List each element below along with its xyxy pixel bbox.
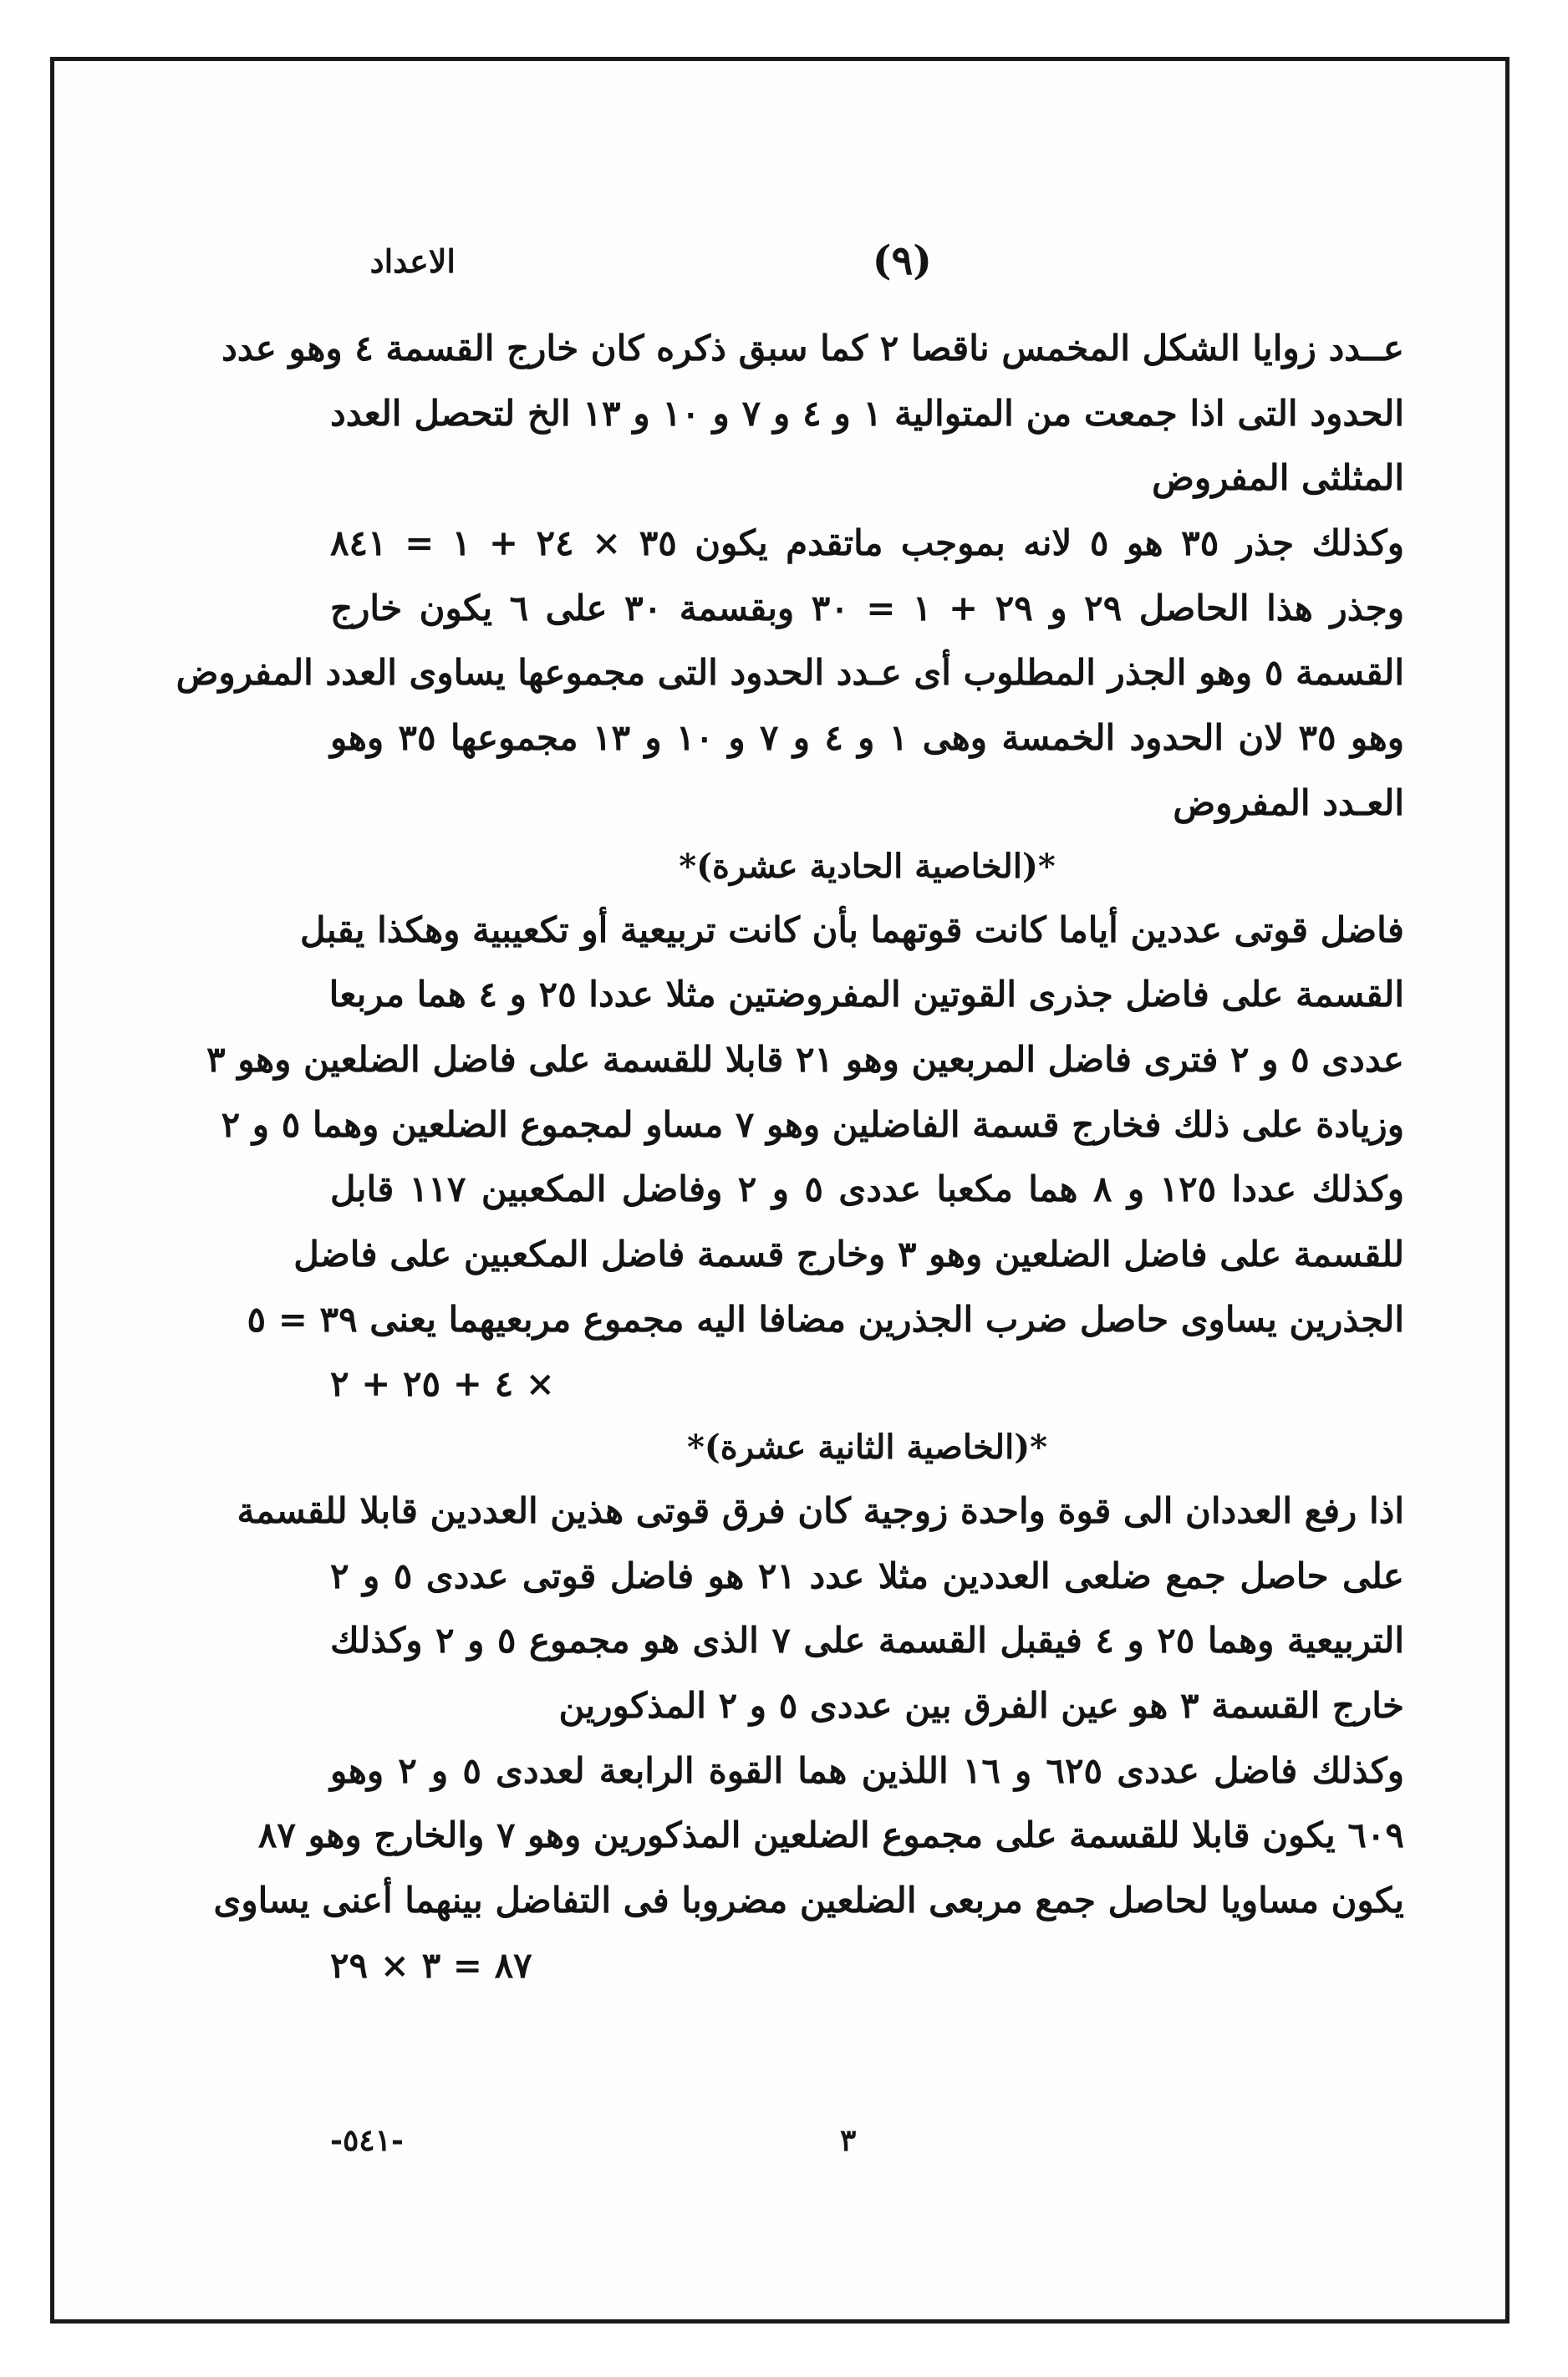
page-header [330, 237, 1404, 309]
paragraph-1 [221, 316, 1405, 511]
text-line: وجذر هذا الحاصل ٢٩ و ٢٩ + ١ = ٣٠ وبقسمة ٣٠ على ٦ يكون خارج [330, 587, 1405, 629]
text-line: القسمة ٥ وهو الجذر المطلوب أى عـدد الحدود التى مجموعها يساوى العدد المفروض [176, 652, 1404, 694]
document-page [176, 237, 1405, 2173]
text-line: عددى ٥ و ٢ فترى فاضل المربعين وهو ٢١ قابلا للقسمة على فاضل الضلعين وهو ٣ [206, 1038, 1404, 1080]
text-line: عــدد زوايا الشكل المخمس ناقصا ٢ كما سبق ذكره كان خارج القسمة ٤ وهو عدد [221, 328, 1404, 369]
text-line: خارج القسمة ٣ هو عين الفرق بين عددى ٥ و ٢ المذكورين [558, 1685, 1404, 1727]
section-heading-11: *(الخاصية الحادية عشرة)* [679, 846, 1056, 886]
text-line: المثلثى المفروض [1152, 457, 1404, 499]
running-title: الاعداد [369, 242, 456, 280]
text-line: وكذلك فاضل عددى ٦٢٥ و ١٦ اللذين هما القوة الرابعة لعددى ٥ و ٢ وهو [330, 1749, 1404, 1791]
text-line: على حاصل جمع ضلعى العددين مثلا عدد ٢١ هو فاضل قوتى عددى ٥ و ٢ [330, 1555, 1404, 1596]
text-line: للقسمة على فاضل الضلعين وهو ٣ وخارج قسمة فاضل المكعبين على فاضل [293, 1233, 1404, 1275]
body-text [176, 316, 1405, 1998]
section-heading-12: *(الخاصية الثانية عشرة)* [686, 1428, 1048, 1467]
footer-center-number: ٣ [840, 2123, 857, 2158]
text-line: اذا رفع العددان الى قوة واحدة زوجية كان فرق قوتى هذين العددين قابلا للقسمة [237, 1490, 1404, 1531]
text-line: وكذلك جذر ٣٥ هو ٥ لانه بموجب ماتقدم يكون ٣٥ × ٢٤ + ١ = ٨٤١ [330, 522, 1405, 564]
text-line: ٦٠٩ يكون قابلا للقسمة على مجموع الضلعين المذكورين وهو ٧ والخارج وهو ٨٧ [257, 1815, 1404, 1856]
text-line: التربيعية وهما ٢٥ و ٤ فيقبل القسمة على ٧ الذى هو مجموع ٥ و ٢ وكذلك [330, 1620, 1405, 1662]
page-number: (٩) [872, 237, 932, 284]
paragraph-4 [237, 1479, 1405, 1738]
paragraph-5 [213, 1738, 1404, 1998]
text-line: العـدد المفروض [1173, 781, 1404, 823]
text-line: الحدود التى اذا جمعت من المتوالية ١ و ٤ و ٧ و ١٠ و ١٣ الخ لتحصل العدد [330, 392, 1405, 434]
equation-line: ٤ + ٢٥ + ٢ × [330, 1363, 555, 1405]
text-line: وهو ٣٥ لان الحدود الخمسة وهى ١ و ٤ و ٧ و ١٠ و ١٣ مجموعها ٣٥ وهو [330, 717, 1404, 759]
page-footer [330, 2123, 1404, 2173]
text-line: القسمة على فاضل جذرى القوتين المفروضتين مثلا عددا ٢٥ و ٤ هما مربعا [328, 974, 1404, 1015]
text-line: وكذلك عددا ١٢٥ و ٨ هما مكعبا عددى ٥ و ٢ وفاضل المكعبين ١١٧ قابل [330, 1168, 1404, 1210]
footer-left-number: -٥٤١- [330, 2123, 404, 2158]
text-line: وزيادة على ذلك فخارج قسمة الفاضلين وهو ٧ مساو لمجموع الضلعين وهما ٥ و ٢ [221, 1103, 1404, 1145]
paragraph-3 [206, 898, 1404, 1418]
text-line: فاضل قوتى عددين أياما كانت قوتهما بأن كانت تربيعية أو تكعيبية وهكذا يقبل [300, 909, 1404, 950]
text-line: يكون مساويا لحاصل جمع مربعى الضلعين مضروبا فى التفاضل بينهما أعنى يساوى [213, 1880, 1404, 1921]
equation-line: ٨٧ = ٣ × ٢٩ [330, 1944, 532, 1986]
text-line: الجذرين يساوى حاصل ضرب الجذرين مضافا اليه مجموع مربعيهما يعنى ٣٩ = ٥ [247, 1298, 1404, 1340]
paragraph-2 [176, 511, 1405, 835]
